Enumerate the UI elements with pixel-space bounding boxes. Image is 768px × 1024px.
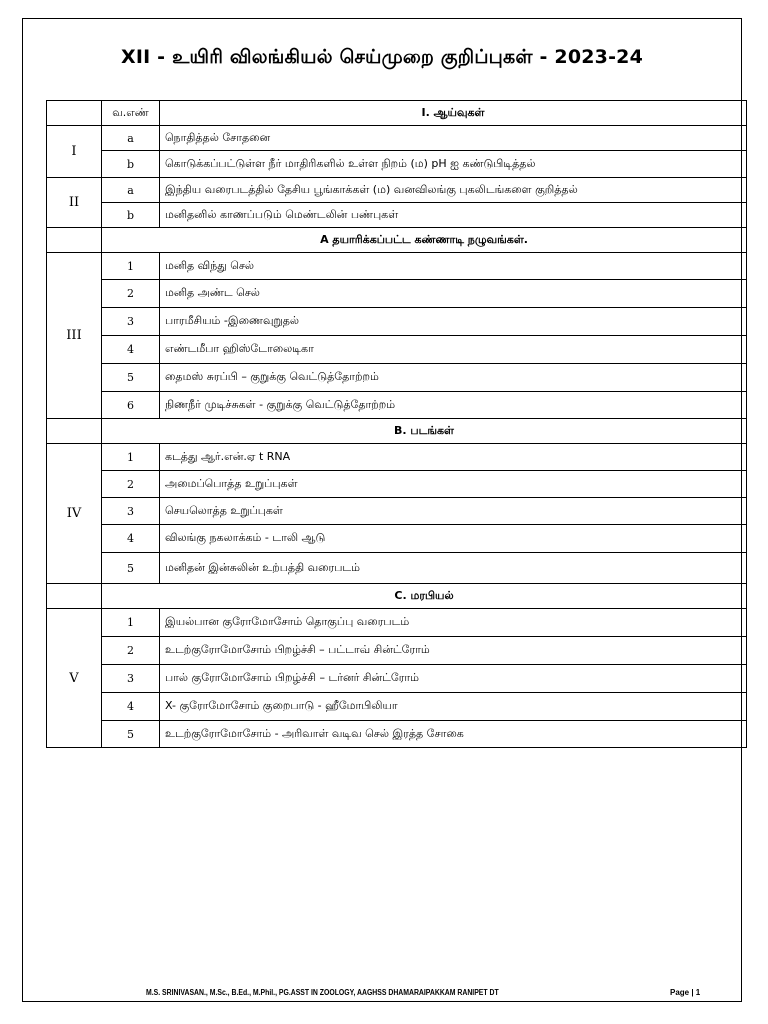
table-row (47, 151, 747, 178)
table-row (47, 203, 747, 228)
item-text-cell: பாரமீசியம் -இணைவுறுதல் (160, 308, 747, 336)
table-row (47, 693, 747, 721)
section-blank-cell (47, 584, 102, 609)
practical-table (46, 100, 747, 748)
item-code-cell: 1 (102, 444, 160, 471)
item-code-cell: 4 (102, 525, 160, 553)
item-code-cell: 1 (102, 609, 160, 637)
footer-author: M.S. SRINIVASAN., M.Sc., B.Ed., M.Phil., PG.ASST IN ZOOLOGY, AAGHSS DHAMARAIPAKKAM RANIPET DT (146, 988, 499, 997)
group-number-cell: I (47, 126, 102, 178)
item-text-cell: செயலொத்த உறுப்புகள் (160, 498, 747, 525)
item-text-cell: உடற்குரோமோசோம் பிறழ்ச்சி – பட்டாவ் சின்ட்ரோம் (160, 637, 747, 665)
item-text-cell: கடத்து ஆர்.என்.ஏ t RNA (160, 444, 747, 471)
table-row (47, 525, 747, 553)
table-row (47, 498, 747, 525)
item-code-cell: 1 (102, 253, 160, 280)
section-blank-cell (47, 228, 102, 253)
item-text-cell: அமைப்பொத்த உறுப்புகள் (160, 471, 747, 498)
table-row (47, 665, 747, 693)
item-text-cell: மனிதனில் காணப்படும் மெண்டலின் பண்புகள் (160, 203, 747, 228)
table-row (47, 609, 747, 637)
item-code-cell: 5 (102, 364, 160, 392)
section-title-cell: B. படங்கள் (102, 419, 747, 444)
item-code-cell: 4 (102, 693, 160, 721)
item-code-cell: 5 (102, 721, 160, 748)
group-number-cell: II (47, 178, 102, 228)
table-row (47, 308, 747, 336)
item-code-cell: 2 (102, 637, 160, 665)
item-code-cell: 5 (102, 553, 160, 584)
item-text-cell: உடற்குரோமோசோம் - அரிவாள் வடிவ செல் இரத்த சோகை (160, 721, 747, 748)
item-code-cell: 3 (102, 665, 160, 693)
section-blank-cell (47, 419, 102, 444)
table-row (47, 444, 747, 471)
header-serial-cell: வ.எண் (102, 101, 160, 126)
item-text-cell: மனிதன் இன்சுலின் உற்பத்தி வரைபடம் (160, 553, 747, 584)
table-row (47, 721, 747, 748)
item-text-cell: இயல்பான குரோமோசோம் தொகுப்பு வரைபடம் (160, 609, 747, 637)
header-blank-cell (47, 101, 102, 126)
table-row (47, 392, 747, 419)
item-text-cell: இந்திய வரைபடத்தில் தேசிய பூங்காக்கள் (ம) வனவிலங்கு புகலிடங்களை குறித்தல் (160, 178, 747, 203)
item-code-cell: a (102, 126, 160, 151)
page-title: XII - உயிரி விலங்கியல் செய்முறை குறிப்புகள் - 2023-24 (120, 46, 644, 68)
table-row (47, 471, 747, 498)
item-text-cell: நிணநீர் முடிச்சுகள் - குறுக்கு வெட்டுத்தோற்றம் (160, 392, 747, 419)
item-text-cell: எண்டமீபா ஹிஸ்டோலைடிகா (160, 336, 747, 364)
item-code-cell: 4 (102, 336, 160, 364)
item-code-cell: 3 (102, 308, 160, 336)
table-row (47, 553, 747, 584)
table-row (47, 178, 747, 203)
footer-page-number: Page | 1 (670, 988, 701, 997)
item-code-cell: 2 (102, 471, 160, 498)
table-row (47, 336, 747, 364)
item-text-cell: தைமஸ் சுரப்பி – குறுக்கு வெட்டுத்தோற்றம் (160, 364, 747, 392)
item-text-cell: பால் குரோமோசோம் பிறழ்ச்சி – டர்னர் சின்ட்ரோம் (160, 665, 747, 693)
section-title-cell: A தயாரிக்கப்பட்ட கண்ணாடி நழுவங்கள். (102, 228, 747, 253)
table-row (47, 364, 747, 392)
item-text-cell: விலங்கு நகலாக்கம் - டாலி ஆடு (160, 525, 747, 553)
table-row (47, 126, 747, 151)
table-row (47, 637, 747, 665)
item-text-cell: மனித அண்ட செல் (160, 280, 747, 308)
table-row (47, 280, 747, 308)
group-number-cell: IV (47, 444, 102, 584)
item-code-cell: a (102, 178, 160, 203)
section-header-row (47, 584, 747, 609)
item-code-cell: b (102, 203, 160, 228)
section-header-row (47, 228, 747, 253)
header-experiments-cell: I. ஆய்வுகள் (160, 101, 747, 126)
item-text-cell: கொடுக்கப்பட்டுள்ள நீர் மாதிரிகளில் உள்ள நிறம் (ம) pH ஐ கண்டுபிடித்தல் (160, 151, 747, 178)
item-code-cell: 3 (102, 498, 160, 525)
item-text-cell: நொதித்தல் சோதனை (160, 126, 747, 151)
group-number-cell: V (47, 609, 102, 748)
item-code-cell: 6 (102, 392, 160, 419)
item-text-cell: X- குரோமோசோம் குறைபாடு - ஹீமோபிலியா (160, 693, 747, 721)
table-header-row (47, 101, 747, 126)
group-number-cell: III (47, 253, 102, 419)
table-row (47, 253, 747, 280)
section-title-cell: C. மரபியல் (102, 584, 747, 609)
item-code-cell: b (102, 151, 160, 178)
item-code-cell: 2 (102, 280, 160, 308)
item-text-cell: மனித விந்து செல் (160, 253, 747, 280)
section-header-row (47, 419, 747, 444)
